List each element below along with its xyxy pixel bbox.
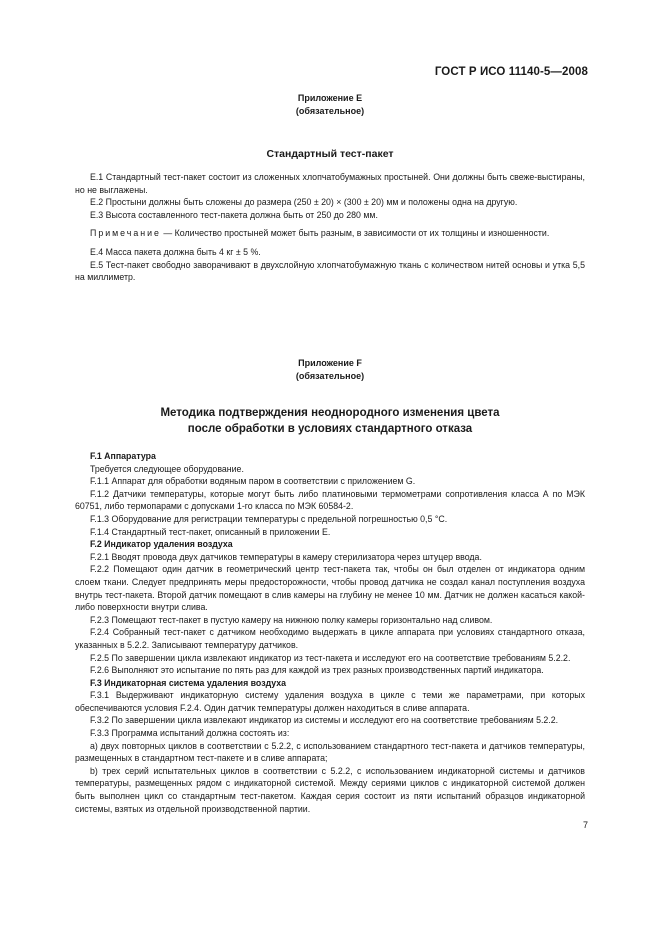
annex-f-heading-line: после обработки в условиях стандартного отказа	[187, 423, 473, 435]
annex-e-title-block	[75, 92, 585, 118]
annex-e-item: Е.3 Высота составленного тест-пакета должна быть от 250 до 280 мм.	[90, 209, 378, 220]
note-label: Примечание	[90, 228, 161, 239]
paragraph: F.2.2 Помещают один датчик в геометрический центр тест-пакета так, чтобы он был отделен от индикатора одним слоем ткани. Следует предпринять меры предосторожности, чтобы провод датчика не создал канал поступления воздуха внутрь тест-пакета. Второй датчик помещают в слив камеры на глубину не менее 10 мм. Датчик не должен касаться какой-либо поверхности внутри слива.	[75, 564, 585, 613]
annex-e-status: (обязательное)	[295, 106, 365, 116]
paragraph: F.2.1 Вводят провода двух датчиков температуры в камеру стерилизатора через штуцер ввода.	[90, 551, 482, 562]
paragraph: F.1.1 Аппарат для обработки водяным паром в соответствии с приложением G.	[90, 476, 416, 487]
annex-e-heading: Стандартный тест-пакет	[266, 148, 394, 160]
annex-e-body	[75, 171, 585, 284]
list-item: b) трех серий испытательных циклов в соответствии с 5.2.2, с использованием индикаторной системы и датчиков температуры, размещенных рядом с индикаторной системой. Между сериями циклов с индикаторной системой должен быть выполнен цикл со стандартным тест-пакетом. Каждая серия состоит из пяти испытаний образцов индикаторной системы, взятых из отдельной производственной партии.	[75, 765, 585, 814]
paragraph: F.2.6 Выполняют это испытание по пять раз для каждой из трех разных производственных партий индикатора.	[90, 665, 544, 676]
section-heading: F.1 Аппаратура	[90, 451, 156, 461]
annex-e-item: Е.1 Стандартный тест-пакет состоит из сложенных хлопчатобумажных простыней. Они должны быть свеже-выстираны, но не выглажены.	[75, 172, 585, 195]
paragraph: F.1.2 Датчики температуры, которые могут быть либо платиновыми термометрами сопротивления класса А по МЭК 60751, либо термопарами с допусками 1-го класса по МЭК 60584-2.	[75, 488, 585, 512]
page-number: 7	[582, 820, 588, 830]
annex-f-status: (обязательное)	[295, 371, 365, 381]
annex-e-item: Е.5 Тест-пакет свободно заворачивают в двухслойную хлопчатобумажную ткань с количеством нитей основы и утка 5,5 на миллиметр.	[75, 259, 585, 283]
list-item: а) двух повторных циклов в соответствии с 5.2.2, с использованием стандартного тест-пакета и датчиков температуры, размещенных в стандартном тест-пакете и в сливе аппарата;	[75, 740, 585, 764]
annex-f-body	[75, 450, 585, 815]
paragraph: F.2.3 Помещают тест-пакет в пустую камеру на нижнюю полку камеры горизонтально над сливом.	[90, 614, 493, 625]
paragraph: F.3.1 Выдерживают индикаторную систему удаления воздуха в цикле с теми же параметрами, при которых обеспечиваются условия F.2.4. Один датчик температуры должен находиться в сливе аппарата.	[75, 690, 585, 713]
section-heading: F.2 Индикатор удаления воздуха	[90, 539, 233, 550]
annex-f-title-block	[75, 357, 585, 383]
section-heading: F.3 Индикаторная система удаления воздуха	[90, 677, 287, 688]
annex-e-item: Е.4 Масса пакета должна быть 4 кг ± 5 %.	[90, 246, 261, 257]
document-header-id: ГОСТ Р ИСО 11140-5—2008	[434, 66, 588, 78]
annex-e-title: Приложение Е	[297, 93, 363, 103]
annex-e-item: Е.2 Простыни должны быть сложены до размера (250 ± 20) × (300 ± 20) мм и положены одна на другую.	[90, 197, 518, 208]
paragraph: F.3.3 Программа испытаний должна состоять из:	[90, 728, 290, 739]
paragraph: Требуется следующее оборудование.	[90, 463, 244, 474]
annex-e-note	[75, 227, 585, 240]
note-text: — Количество простыней может быть разным, в зависимости от их толщины и изношенности.	[163, 228, 550, 239]
paragraph: F.1.4 Стандартный тест-пакет, описанный в приложении Е.	[90, 526, 331, 537]
paragraph: F.1.3 Оборудование для регистрации температуры с предельной погрешностью 0,5 °С.	[90, 513, 448, 524]
annex-f-title: Приложение F	[298, 358, 362, 368]
annex-f-heading	[75, 405, 585, 437]
annex-f-heading-line: Методика подтверждения неоднородного изменения цвета	[160, 407, 500, 419]
paragraph: F.2.4 Собранный тест-пакет с датчиком необходимо выдержать в цикле аппарата при условиях стандартного отказа, указанных в 5.2.2. Записывают температуру датчиков.	[75, 627, 585, 650]
paragraph: F.3.2 По завершении цикла извлекают индикатор из системы и исследуют его на соответствие требованиям 5.2.2.	[90, 715, 559, 726]
paragraph: F.2.5 По завершении цикла извлекают индикатор из тест-пакета и исследуют его на соответствие требованиям 5.2.2.	[90, 652, 571, 663]
